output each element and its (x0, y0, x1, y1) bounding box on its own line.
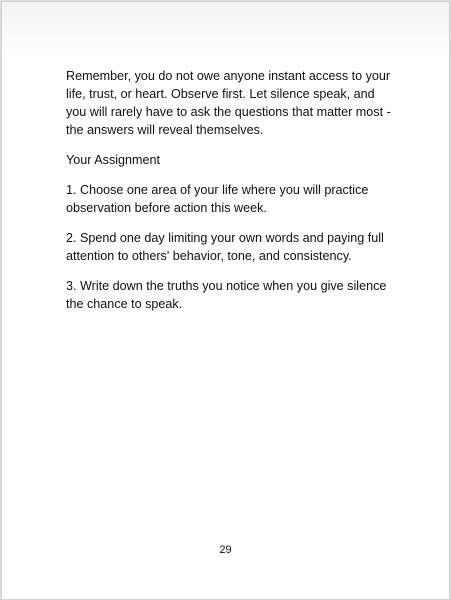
assignment-item-1: 1. Choose one area of your life where you will practice observation before action this week. (66, 183, 369, 215)
page-top-shading (2, 2, 449, 52)
closing-paragraph: Remember, you do not owe anyone instant access to your life, trust, or heart. Observe first. Let silence speak, and you will rarely have to ask the questions that matter most - the answers will reveal themselves. (66, 69, 391, 137)
assignment-item-3: 3. Write down the truths you notice when you give silence the chance to speak. (66, 279, 387, 311)
assignment-heading: Your Assignment (66, 153, 161, 167)
document-page (1, 1, 450, 600)
page-body (66, 67, 396, 325)
page-number: 29 (219, 544, 232, 556)
assignment-item-2: 2. Spend one day limiting your own words and paying full attention to others' behavior, tone, and consistency. (66, 231, 384, 263)
